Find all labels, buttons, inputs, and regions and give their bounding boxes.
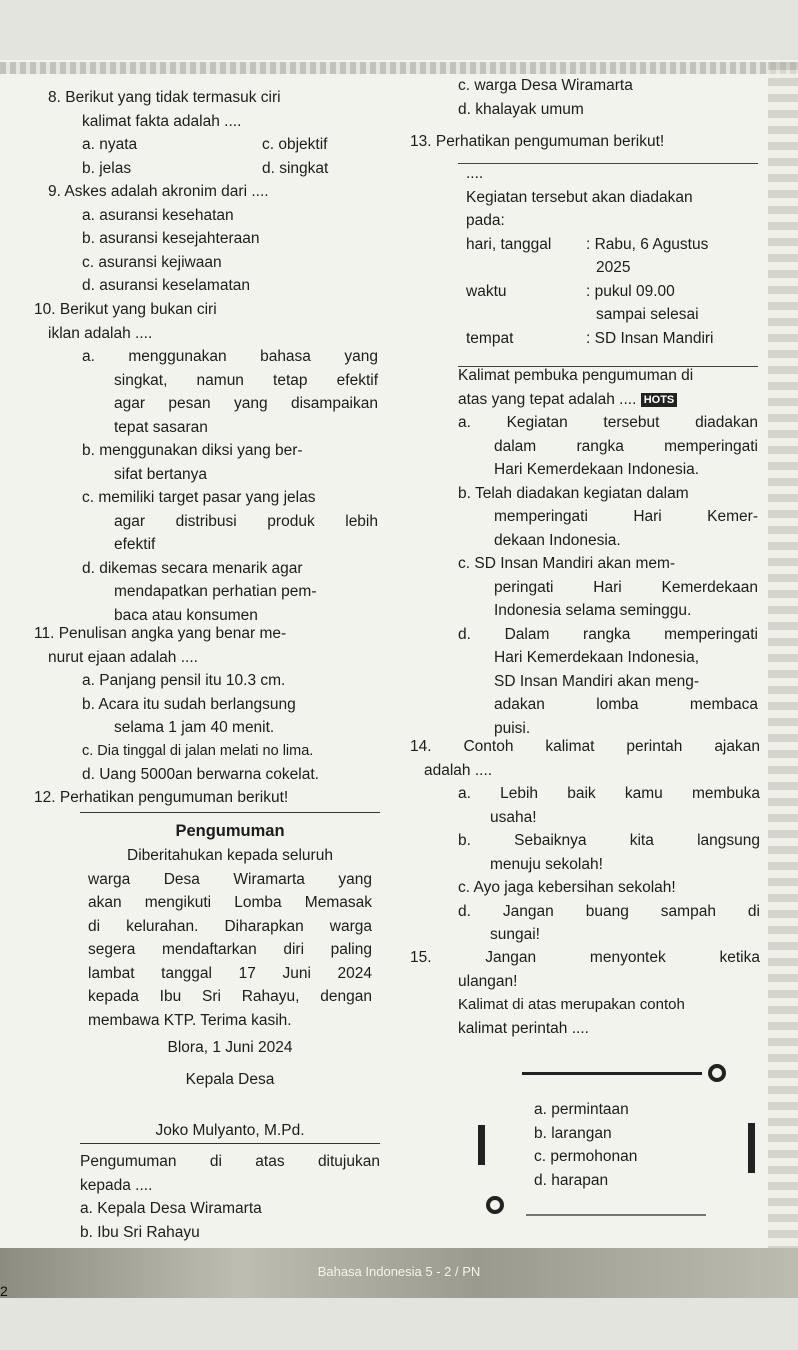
option-d-line1: d. dikemas secara menarik agar [82,559,303,577]
question-10-stem-cont: iklan adalah .... [48,324,153,342]
option-a: a. nyata [82,136,138,153]
option-c: c. Dia tinggal di jalan melati no lima. [82,742,314,759]
option-d-line3: SD Insan Mandiri akan meng- [494,672,700,690]
option-c: c. asuransi kejiwaan [82,253,222,271]
frame-bottom-line [526,1214,706,1216]
option-d-line1: d. Dalam rangka memperingati [458,625,758,643]
option-c: c. objektif [262,136,328,153]
question-13-prompt-cont: atas yang tepat adalah .... [458,390,637,408]
top-decorative-border [0,62,798,74]
question-15 [410,946,760,1040]
question-15-prompt-cont: kalimat perintah .... [458,1019,589,1037]
option-d-line2: mendapatkan perhatian pem- [114,583,317,600]
option-b-line1: b. menggunakan diksi yang ber- [82,442,303,459]
option-c: c. permohonan [534,1148,638,1165]
option-d-line2: sungai! [490,926,540,943]
option-c-line2: agar distribusi produk lebih [114,512,378,530]
option-b: b. asuransi kesejahteraan [82,230,260,247]
option-d-line1: d. Jangan buang sampah di [458,902,760,920]
option-b-line2: selama 1 jam 40 menit. [114,719,275,736]
option-d: d. harapan [534,1171,609,1189]
option-d: d. Uang 5000an berwarna cokelat. [82,766,319,783]
option-a: a. asuransi kesehatan [82,206,234,224]
question-15-stem: 15. Jangan menyontek ketika [410,949,760,966]
option-a-line3: Hari Kemerdekaan Indonesia. [494,461,700,478]
page-number: 2 [0,1283,8,1299]
option-a: a. permintaan [534,1101,629,1118]
label-hari: hari, tanggal [466,235,552,253]
question-15-options [534,1098,734,1192]
hots-badge: HOTS [641,393,678,407]
question-8-stem: 8. Berikut yang tidak termasuk ciri [48,89,281,106]
announcement-2-content [466,162,758,350]
question-12-question [80,1150,380,1244]
announcement-line-2: warga Desa Wiramarta yang [88,870,372,888]
option-d-line5: puisi. [494,719,531,737]
question-10-stem: 10. Berikut yang bukan ciri [34,301,217,318]
option-d: d. singkat [262,159,329,177]
announcement-2-line2: pada: [466,212,505,229]
option-b-line2: memperingati Hari Kemer- [494,508,758,525]
option-b: b. jelas [82,159,132,177]
question-12-options-cont [458,74,758,121]
announcement-line-4: di kelurahan. Diharapkan warga [88,917,372,935]
option-c-line2: peringati Hari Kemerdekaan [494,578,758,596]
option-b: b. larangan [534,1124,612,1142]
question-9-stem: 9. Askes adalah akronim dari .... [48,183,269,200]
option-b-line3: dekaan Indonesia. [494,531,621,549]
announcement-date: Blora, 1 Juni 2024 [167,1039,293,1056]
value-hari-cont: 2025 [596,259,631,276]
option-a-line1: a. Lebih baik kamu membuka [458,785,760,802]
announcement-2-dots: .... [466,165,484,182]
question-8-stem-cont: kalimat fakta adalah .... [82,112,242,130]
announcement-2-line1: Kegiatan tersebut akan diadakan [466,188,693,206]
option-a-line2: usaha! [490,808,537,826]
footer-text: Bahasa Indonesia 5 - 2 / PN [317,1264,481,1279]
option-b: b. Ibu Sri Rahayu [80,1223,200,1241]
option-a-line1: a. menggunakan bahasa yang [82,348,378,365]
frame-ring-top [708,1064,726,1082]
option-d-line2: Hari Kemerdekaan Indonesia, [494,649,700,666]
option-c: c. warga Desa Wiramarta [458,77,633,94]
question-14 [410,735,760,947]
question-12-stem: 12. Perhatikan pengumuman berikut! [34,789,289,806]
question-12-prompt: Pengumuman di atas ditujukan [80,1153,380,1170]
announcement-role: Kepala Desa [185,1070,275,1088]
option-d: d. asuransi keselamatan [82,277,251,294]
option-d-line4: adakan lomba membaca [494,696,758,713]
announcement-line-5: segera mendaftarkan diri paling [88,941,372,958]
option-a-line4: tepat sasaran [114,418,208,436]
option-c-line3: efektif [114,536,156,553]
question-13-question [458,364,758,740]
label-tempat: tempat [466,329,514,347]
option-d: d. khalayak umum [458,100,584,118]
right-decorative-border [768,62,798,1292]
announcement-content [88,818,372,1143]
question-15-stem-cont: ulangan! [458,972,518,990]
value-tempat: : SD Insan Mandiri [586,329,714,347]
option-a-line2: dalam rangka memperingati [494,437,758,455]
frame-top-line [522,1072,702,1075]
question-8 [48,86,408,180]
value-hari: : Rabu, 6 Agustus [586,235,709,253]
value-waktu-cont: sampai selesai [596,306,699,323]
question-11 [34,622,384,787]
question-11-stem: 11. Penulisan angka yang benar me- [34,625,287,642]
question-12 [34,786,384,810]
announcement-line-7: kepada Ibu Sri Rahayu, dengan [88,988,372,1005]
option-c-line1: c. SD Insan Mandiri akan mem- [458,555,676,572]
announcement-line-3: akan mengikuti Lomba Memasak [88,894,372,911]
frame-ring-bottom [486,1196,504,1214]
option-b-line2: sifat bertanya [114,465,208,483]
frame-left-bar [478,1125,485,1165]
announcement-signatory: Joko Mulyanto, M.Pd. [155,1122,305,1139]
option-a-line1: a. Kegiatan tersebut diadakan [458,414,758,431]
question-15-prompt: Kalimat di atas merupakan contoh [458,996,685,1013]
option-a-line3: agar pesan yang disampaikan [114,395,378,412]
announcement-title: Pengumuman [175,822,285,840]
question-12-prompt-cont: kepada .... [80,1176,153,1194]
option-d-line3: baca atau konsumen [114,606,258,624]
label-waktu: waktu [466,282,507,300]
question-14-stem-cont: adalah .... [424,761,493,779]
frame-right-bar [748,1123,755,1173]
question-14-stem: 14. Contoh kalimat perintah ajakan [410,738,760,755]
question-13-prompt: Kalimat pembuka pengumuman di [458,367,694,384]
question-13-stem: 13. Perhatikan pengumuman berikut! [410,133,665,150]
option-b-line1: b. Acara itu sudah berlangsung [82,695,296,713]
option-c: c. Ayo jaga kebersihan sekolah! [458,879,676,896]
option-a-line2: singkat, namun tetap efektif [114,371,378,389]
question-11-stem-cont: nurut ejaan adalah .... [48,648,198,666]
option-a: a. Panjang pensil itu 10.3 cm. [82,672,286,689]
option-b-line1: b. Telah diadakan kegiatan dalam [458,484,689,502]
announcement-line-8: membawa KTP. Terima kasih. [88,1011,292,1029]
option-a: a. Kepala Desa Wiramarta [80,1200,262,1217]
option-b-line1: b. Sebaiknya kita langsung [458,832,760,849]
option-c-line3: Indonesia selama seminggu. [494,602,692,619]
question-13 [410,130,760,154]
announcement-line-6: lambat tanggal 17 Juni 2024 [88,964,372,982]
option-c-line1: c. memiliki target pasar yang jelas [82,489,316,506]
value-waktu: : pukul 09.00 [586,282,675,300]
announcement-line-1: Diberitahukan kepada seluruh [127,847,333,864]
question-9 [48,180,408,298]
question-10 [34,298,378,627]
option-b-line2: menuju sekolah! [490,855,603,873]
